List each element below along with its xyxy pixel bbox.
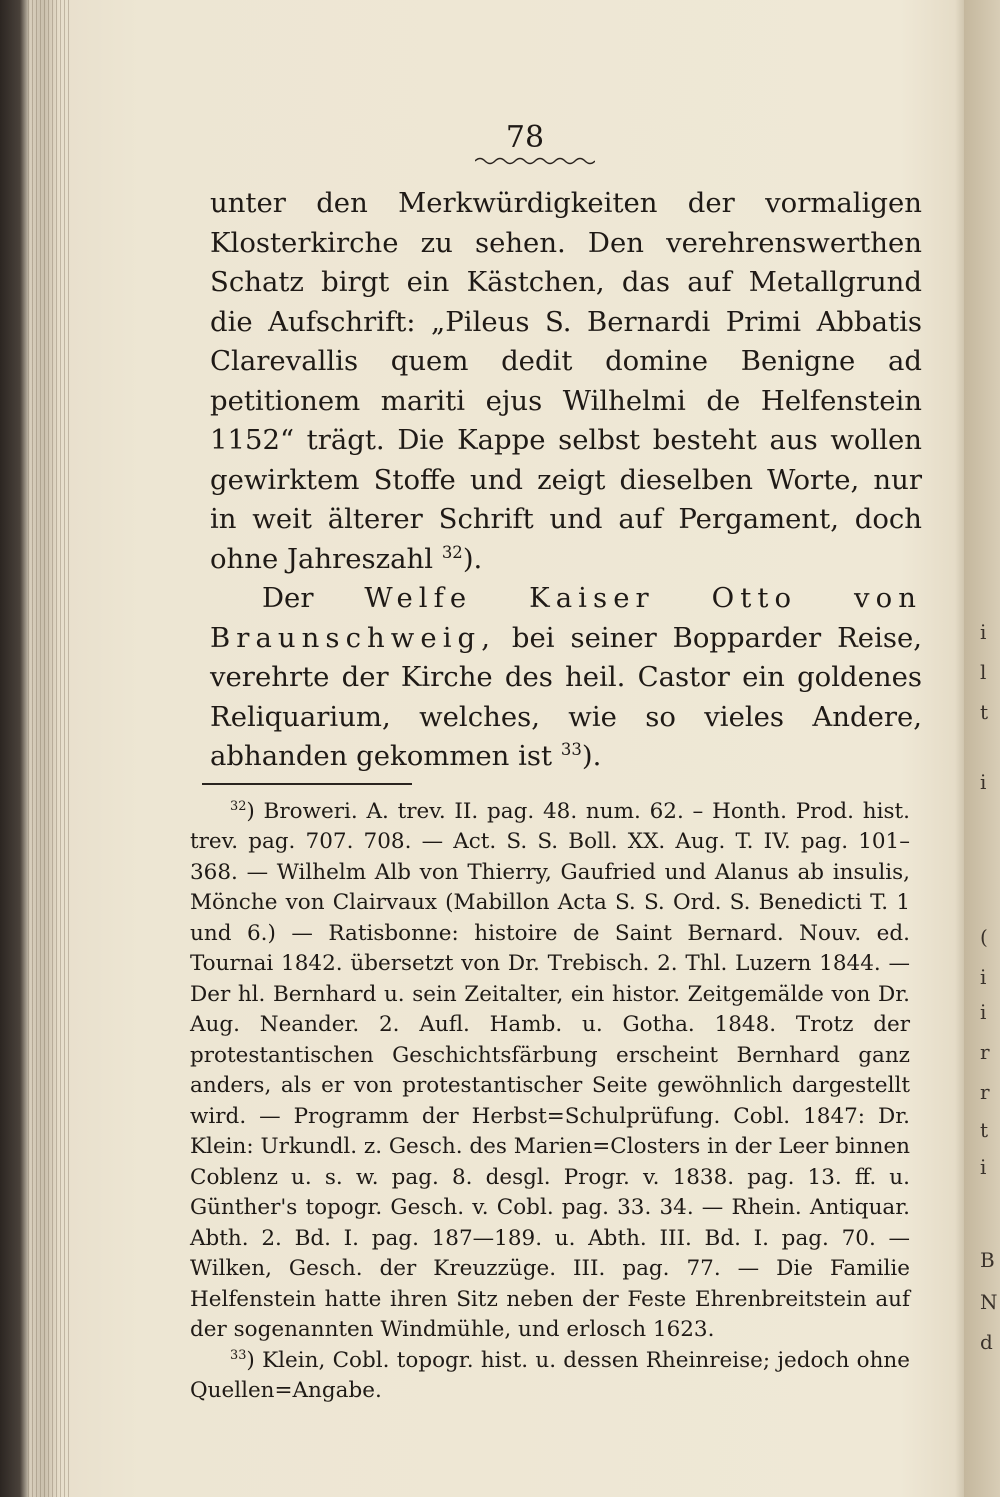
- paragraph-text: bei seiner Bopparder Reise, verehrte der Kirche des heil. Castor ein goldenes Reliquarium, welches, wie so vieles Andere, abhanden gekommen ist: [210, 621, 922, 772]
- footnotes: [190, 797, 910, 1407]
- margin-fragment: l: [980, 660, 987, 684]
- footnote-rule: [202, 783, 412, 785]
- paragraph-start: Der: [262, 582, 314, 614]
- emphasized-text: Welfe Kaiser Otto von Braunschweig,: [210, 582, 922, 654]
- margin-fragment: i: [980, 1155, 987, 1179]
- margin-fragment: i: [980, 620, 987, 644]
- footnote-ref: 33: [560, 739, 582, 759]
- page-edges: [28, 0, 72, 1497]
- margin-fragment: i: [980, 965, 987, 989]
- margin-fragment: B: [980, 1248, 995, 1272]
- footnote-text: ) Klein, Cobl. topogr. hist. u. dessen Rheinreise; jedoch ohne Quellen=Angabe.: [190, 1347, 910, 1403]
- wavy-ornament-icon: [475, 156, 595, 166]
- main-text: [210, 184, 922, 777]
- margin-fragment: i: [980, 770, 987, 794]
- margin-fragment: r: [980, 1080, 990, 1104]
- margin-fragment: t: [980, 1118, 989, 1142]
- margin-fragment: r: [980, 1040, 990, 1064]
- footnote-33: [190, 1346, 910, 1407]
- page: [150, 120, 940, 1407]
- facing-page-edge: [964, 0, 1000, 1497]
- footnote-32: [190, 797, 910, 1346]
- paragraph: [210, 184, 922, 579]
- page-number: 78: [505, 120, 545, 155]
- paragraph-end: ).: [462, 542, 483, 575]
- margin-fragment: d: [980, 1330, 993, 1354]
- footnote-text: ) Broweri. A. trev. II. pag. 48. num. 62. – Honth. Prod. hist. trev. pag. 707. 708. — Act. S. S. Boll. XX. Aug. T. IV. pag. 101–368. — Wilhelm Alb von Thierry, Gaufried und Alanus ab insulis, Mönche von Clairvaux (Mabillon Acta S. S. Ord. S. Benedicti T. 1 und 6.) — Ratisbonne: histoire de Saint Bernard. Nouv. ed. Tournai 1842. übersetzt von Dr. Trebisch. 2. Thl. Luzern 1844. — Der hl. Bernhard u. sein Zeitalter, ein histor. Zeitgemälde von Dr. Aug. Neander. 2. Aufl. Hamb. u. Gotha. 1848. Trotz der protestantischen Geschichtsfärbung erscheint Bernhard ganz anders, als er von protestantischer Seite gewöhnlich dargestellt wird. — Programm der Herbst=Schulprüfung. Cobl. 1847: Dr. Klein: Urkundl. z. Gesch. des Marien=Closters in der Leer binnen Coblenz u. s. w. pag. 8. desgl. Progr. v. 1838. pag. 13. ff. u. Günther's topogr. Gesch. v. Cobl. pag. 33. 34. — Rhein. Antiquar. Abth. 2. Bd. I. pag. 187—189. u. Abth. III. Bd. I. pag. 70. — Wilken, Gesch. der Kreuzzüge. III. pag. 77. — Die Familie Helfenstein hatte ihren Sitz neben der Feste Ehrenbreitstein auf der sogenannten Windmühle, und erlosch 1623.: [190, 798, 911, 1342]
- margin-fragment: (: [980, 925, 988, 949]
- footnote-marker: 32: [230, 798, 247, 814]
- paragraph-text: unter den Merkwürdigkeiten der vormaligen Klosterkirche zu sehen. Den verehrenswerthen Schatz birgt ein Kästchen, das auf Metallgrund die Aufschrift: „Pileus S. Bernardi Primi Abbatis Clarevallis quem dedit domine Benigne ad petitionem mariti ejus Wilhelmi de Helfenstein 1152“ trägt. Die Kappe selbst besteht aus wollen gewirktem Stoffe und zeigt dieselben Worte, nur in weit älterer Schrift und auf Pergament, doch ohne Jahreszahl: [210, 187, 922, 575]
- paragraph: [210, 579, 922, 777]
- footnote-ref: 32: [441, 542, 463, 562]
- paragraph-end: ).: [581, 740, 602, 772]
- margin-fragment: N: [980, 1290, 998, 1314]
- margin-fragment: t: [980, 700, 989, 724]
- margin-fragment: i: [980, 1000, 987, 1024]
- footnote-marker: 33: [230, 1347, 247, 1363]
